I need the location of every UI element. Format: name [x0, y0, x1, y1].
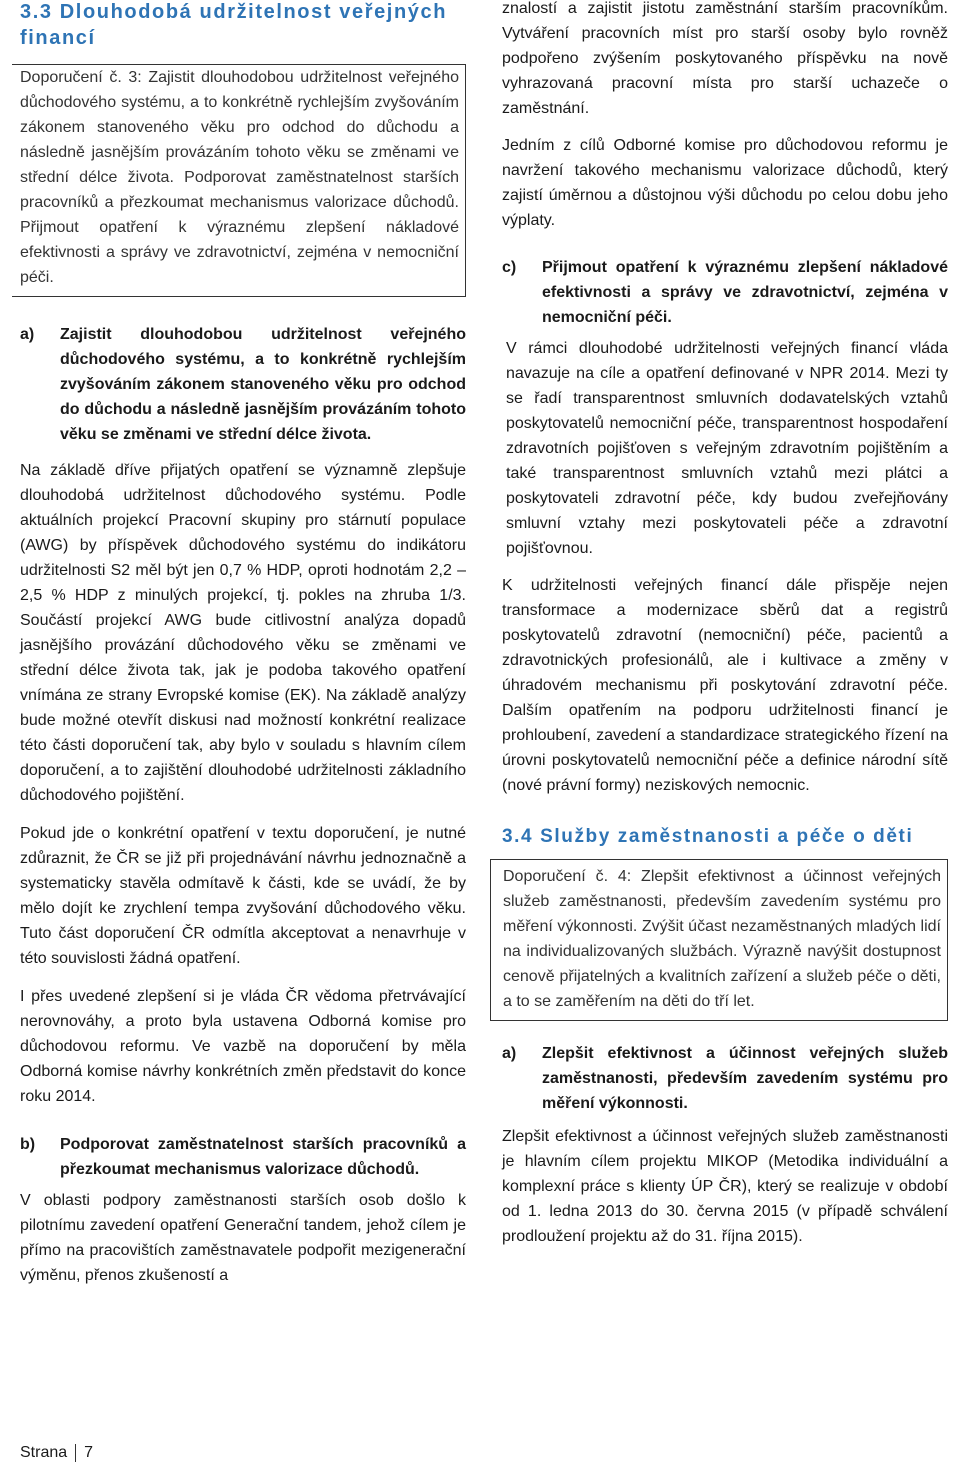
item-text: Přijmout opatření k výraznému zlepšení nákladové efektivnosti a správy ve zdravotnictví, zejména v nemocniční péči.	[542, 259, 948, 326]
right-column	[502, 0, 948, 1249]
paragraph: V oblasti podpory zaměstnanosti starších osob došlo k pilotnímu zavedení opatření Generační tandem, jehož cílem je přímo na pracovištích zaměstnavatele podpořit mezigenerační výměnu, přenos zkušeností a	[20, 1192, 466, 1284]
item-a-left	[20, 322, 466, 447]
item-text: Zajistit dlouhodobou udržitelnost veřejného důchodového systému, a to konkrétně rychlejším zvyšováním zákonem stanoveného věku pro odchod do důchodu a následně jasnějším provázáním tohoto věku se změnami ve střední délce života.	[60, 326, 466, 443]
item-text: Zlepšit efektivnost a účinnost veřejných služeb zaměstnanosti, především zavedením systému pro měření výkonnosti.	[542, 1045, 948, 1112]
footer-label: Strana	[20, 1444, 68, 1461]
footer-separator	[75, 1444, 76, 1462]
item-label: a)	[502, 1045, 517, 1062]
item-text: Podporovat zaměstnatelnost starších pracovníků a přezkoumat mechanismus valorizace důchodů.	[60, 1136, 466, 1178]
paragraph: Jedním z cílů Odborné komise pro důchodovou reformu je navržení takového mechanismu valorizace důchodů, který zajistí úměrnou a důstojnou výši důchodu po celou dobu jeho výplaty.	[502, 137, 948, 229]
paragraph: Pokud jde o konkrétní opatření v textu doporučení, je nutné zdůraznit, že ČR se již při projednávání návrhu jednoznačně a systematicky stavěla odmítavě k části, kde se uvádí, že by mělo dojít ke zrychlení tempa zvyšování důchodového věku. Tuto část doporučení ČR odmítla akceptovat a nenavrhuje v této souvislosti žádná opatření.	[20, 825, 466, 967]
recommendation-box-4: Doporučení č. 4: Zlepšit efektivnost a účinnost veřejných služeb zaměstnanosti, především zavedením systému pro měření výkonnosti. Zvýšit účast nezaměstnaných mladých lidí na individualizovaných službách. Výrazně navýšit dostupnost cenově přijatelných a kvalitních zařízení a služeb péče o děti, a to se zaměřením na děti do tří let.	[490, 859, 948, 1021]
item-label: c)	[502, 259, 517, 276]
recommendation-box-3: Doporučení č. 3: Zajistit dlouhodobou udržitelnost veřejného důchodového systému, a to konkrétně rychlejším zvyšováním zákonem stanoveného věku pro odchod do důchodu a následně jasnějším provázáním tohoto věku se změnami ve střední délce života. Podporovat zaměstnatelnost starších pracovníků a přezkoumat mechanismus valorizace důchodů. Přijmout opatření k výraznému zlepšení nákladové efektivnosti a správy ve zdravotnictví, zejména v nemocniční péči.	[12, 64, 466, 297]
page-footer	[20, 1440, 93, 1465]
left-column	[20, 0, 466, 1288]
item-c-right	[502, 255, 948, 330]
paragraph: Na základě dříve přijatých opatření se významně zlepšuje dlouhodobá udržitelnost důchodového systému. Podle aktuálních projekcí Pracovní skupiny pro stárnutí populace (AWG) by příspěvek důchodového systému do indikátoru udržitelnosti S2 měl být jen 0,7 % HDP, oproti hodnotám 2,2 – 2,5 % HDP z minulých projekcí, tj. pokles na zhruba 1/3. Součástí projekcí AWG bude citlivostní analýza dopadů jasnějšího provázání důchodového věku se změnami ve střední délce života tak, jak je podoba takového opatření vnímána ze strany Evropské komise (EK). Na základě analýzy bude možné otevřít diskusi nad možností konkrétní realizace této části doporučení tak, aby bylo v souladu s hlavním cílem doporučení, a to zajištění dlouhodobé udržitelnosti základního důchodového pojištění.	[20, 462, 466, 804]
paragraph: K udržitelnosti veřejných financí dále přispěje nejen transformace a modernizace sběrů dat a registrů poskytovatelů zdravotní (nemocniční) péče, pacientů a zdravotnických profesionálů, ale i kultivace a změny v úhradovém mechanismu při poskytování zdravotní péče. Dalším opatřením na podporu udržitelnosti financí je prohloubení, zavedení a standardizace strategického řízení na úrovni poskytovatelů nemocniční péče a definice národní sítě (nové právní formy) neziskových nemocnic.	[502, 577, 948, 794]
item-b-left	[20, 1132, 466, 1182]
paragraph: V rámci dlouhodobé udržitelnosti veřejných financí vláda navazuje na cíle a opatření definované v NPR 2014. Mezi ty se řadí transparentnost smluvních dodavatelských vztahů poskytovatelů nemocniční péče, transparentnost hospodaření zdravotních pojišťoven s veřejným zdravotním pojištěním a také transparentnost smluvních vztahů mezi plátci a poskytovateli zdravotní péče, kdy budou zveřejňovány smluvní vztahy mezi poskytovateli péče a zdravotní pojišťovnou.	[506, 340, 948, 557]
section-heading-3-3: 3.3 Dlouhodobá udržitelnost veřejných financí	[20, 1, 448, 49]
item-label: b)	[20, 1136, 36, 1153]
item-a-right	[502, 1041, 948, 1116]
paragraph: I přes uvedené zlepšení si je vláda ČR vědoma přetrvávající nerovnováhy, a proto byla ustavena Odborná komise pro důchodovou reformu. Ve vazbě na doporučení by měla Odborná komise návrhy konkrétních změn představit do konce roku 2014.	[20, 988, 466, 1105]
paragraph: Zlepšit efektivnost a účinnost veřejných služeb zaměstnanosti je hlavním cílem projektu MIKOP (Metodika individuální a komplexní práce s klienty ÚP ČR), který se realizuje v období od 1. ledna 2013 do 30. června 2015 (v případě schválení prodloužení projektu až do 31. října 2015).	[502, 1128, 948, 1245]
page-number: 7	[84, 1444, 94, 1461]
paragraph: znalostí a zajistit jistotu zaměstnání starším pracovníkům. Vytváření pracovních míst pro starší osoby bylo rovněž podpořeno zvýšením poskytovaného příspěvku na nově vyhrazovaná pracovní místa pro starší uchazeče o zaměstnání.	[502, 0, 948, 117]
section-heading-3-4: 3.4 Služby zaměstnanosti a péče o děti	[502, 826, 914, 847]
item-label: a)	[20, 326, 35, 343]
